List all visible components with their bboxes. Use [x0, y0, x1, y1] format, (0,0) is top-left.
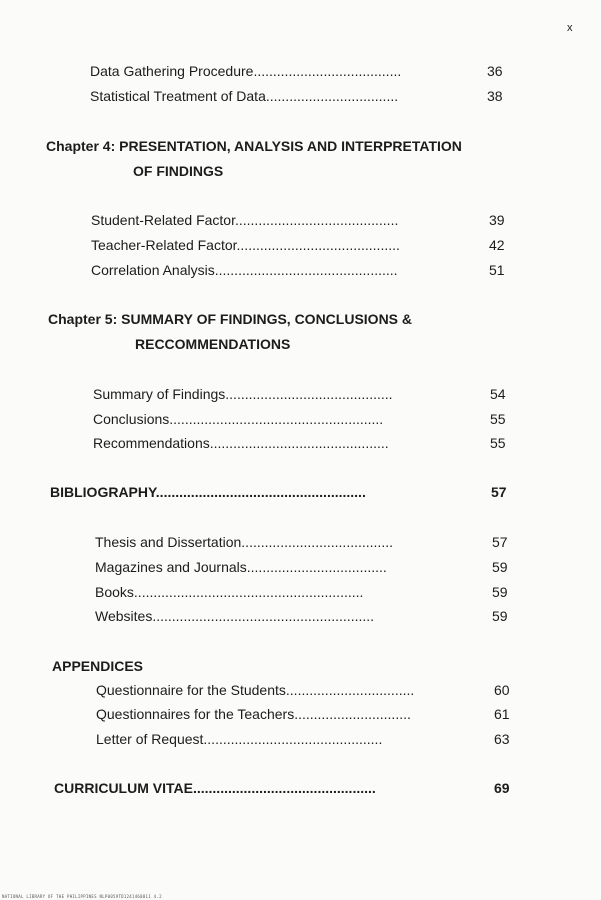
leader-dots: ..............................................: [203, 731, 383, 747]
entry-page: 69: [494, 780, 510, 796]
entry-title: Correlation Analysis: [91, 262, 215, 278]
leader-dots: .......................................................: [169, 411, 384, 427]
toc-entry[interactable]: [95, 607, 515, 625]
entry-page: 39: [489, 212, 505, 228]
leader-dots: .........................................................: [152, 608, 375, 624]
chapter-heading-cont: RECCOMMENDATIONS: [135, 336, 291, 352]
leader-dots: ......................................: [253, 63, 402, 79]
entry-title: Websites: [95, 608, 153, 624]
leader-dots: ...............................................: [192, 780, 376, 796]
toc-entry[interactable]: [90, 62, 510, 80]
leader-dots: ...............................................: [214, 262, 398, 278]
entry-page: 59: [492, 584, 508, 600]
entry-title: Summary of Findings: [93, 386, 226, 402]
toc-section-appendices[interactable]: APPENDICES: [52, 658, 144, 674]
entry-title: Questionnaire for the Students: [96, 682, 286, 698]
toc-entry[interactable]: [95, 533, 515, 551]
page-number: x: [567, 22, 573, 34]
entry-title: Student-Related Factor: [91, 212, 235, 228]
entry-title: Statistical Treatment of Data: [90, 88, 266, 104]
toc-entry[interactable]: [95, 583, 515, 601]
leader-dots: ......................................................: [155, 484, 366, 500]
chapter-heading[interactable]: Chapter 5: SUMMARY OF FINDINGS, CONCLUSIONS &: [48, 311, 413, 327]
entry-page: 57: [491, 484, 507, 500]
toc-entry[interactable]: [96, 730, 516, 748]
leader-dots: ..............................................: [209, 435, 389, 451]
toc-section-bibliography[interactable]: [50, 483, 520, 501]
leader-dots: ....................................: [246, 559, 387, 575]
entry-title: Magazines and Journals: [95, 559, 247, 575]
section-title: BIBLIOGRAPHY: [50, 484, 156, 500]
toc-entry[interactable]: [96, 681, 516, 699]
toc-entry[interactable]: [91, 261, 511, 279]
toc-entry[interactable]: [91, 236, 511, 254]
toc-entry[interactable]: [93, 434, 513, 452]
entry-page: 55: [490, 435, 506, 451]
leader-dots: .................................: [285, 682, 415, 698]
entry-title: Teacher-Related Factor: [91, 237, 237, 253]
toc-entry[interactable]: [91, 211, 511, 229]
entry-title: Data Gathering Procedure: [90, 63, 254, 79]
toc-entry[interactable]: [93, 410, 513, 428]
section-title: CURRICULUM VITAE: [54, 780, 193, 796]
entry-page: 59: [492, 608, 508, 624]
chapter-heading[interactable]: Chapter 4: PRESENTATION, ANALYSIS AND INTERPRETATION: [46, 138, 462, 154]
toc-entry[interactable]: [96, 705, 516, 723]
entry-page: 59: [492, 559, 508, 575]
leader-dots: ..........................................: [234, 212, 399, 228]
entry-title: Letter of Request: [96, 731, 204, 747]
scan-footer: NATIONAL LIBRARY OF THE PHILIPPINES NLP0059TD1241468011 4.2: [2, 894, 162, 899]
leader-dots: ..................................: [265, 88, 399, 104]
entry-title: Thesis and Dissertation: [95, 534, 242, 550]
leader-dots: ...........................................................: [133, 584, 364, 600]
chapter-heading-cont: OF FINDINGS: [133, 163, 224, 179]
entry-page: 55: [490, 411, 506, 427]
toc-entry[interactable]: [90, 87, 510, 105]
entry-page: 57: [492, 534, 508, 550]
entry-page: 36: [487, 63, 503, 79]
leader-dots: ..........................................: [236, 237, 400, 253]
entry-page: 54: [490, 386, 506, 402]
entry-title: Questionnaires for the Teachers: [96, 706, 295, 722]
toc-section-curriculum-vitae[interactable]: [54, 779, 524, 797]
entry-page: 42: [489, 237, 505, 253]
entry-page: 63: [494, 731, 510, 747]
entry-page: 38: [487, 88, 503, 104]
leader-dots: ...........................................: [225, 386, 393, 402]
leader-dots: ..............................: [294, 706, 411, 722]
entry-page: 60: [494, 682, 510, 698]
toc-entry[interactable]: [95, 558, 515, 576]
toc-entry[interactable]: [93, 385, 513, 403]
entry-page: 51: [489, 262, 505, 278]
entry-title: Conclusions: [93, 411, 170, 427]
entry-page: 61: [494, 706, 510, 722]
entry-title: Books: [95, 584, 134, 600]
leader-dots: .......................................: [241, 534, 393, 550]
entry-title: Recommendations: [93, 435, 210, 451]
